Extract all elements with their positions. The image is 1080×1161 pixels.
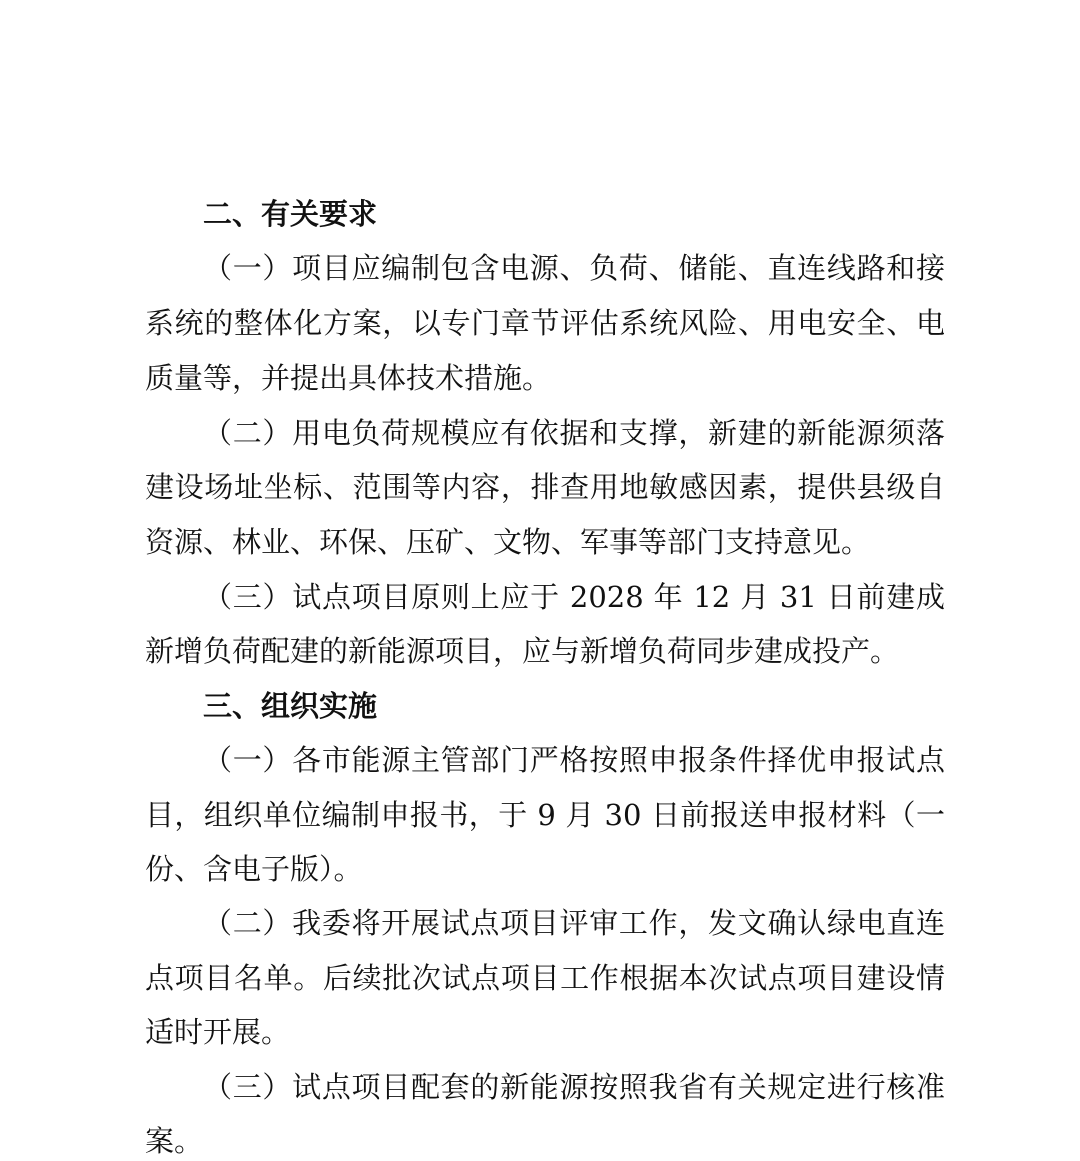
paragraph-line: （二）我委将开展试点项目评审工作，发文确认绿电直连 xyxy=(203,906,945,940)
paragraph-line: 目，组织单位编制申报书，于 9 月 30 日前报送申报材料（一 xyxy=(145,798,945,832)
paragraph-line: （三）试点项目配套的新能源按照我省有关规定进行核准 xyxy=(203,1070,945,1104)
paragraph-line: （一）项目应编制包含电源、负荷、储能、直连线路和接 xyxy=(203,251,945,285)
paragraph-line: 系统的整体化方案，以专门章节评估系统风险、用电安全、电 xyxy=(145,306,945,340)
paragraph-line: 点项目名单。后续批次试点项目工作根据本次试点项目建设情 xyxy=(145,961,945,995)
paragraph-line: 建设场址坐标、范围等内容，排查用地敏感因素，提供县级自 xyxy=(145,470,945,504)
paragraph-line: 适时开展。 xyxy=(145,1015,291,1049)
paragraph-line: 案。 xyxy=(145,1124,204,1158)
paragraph-line: 质量等，并提出具体技术措施。 xyxy=(145,361,552,395)
paragraph-line: （三）试点项目原则上应于 2028 年 12 月 31 日前建成 xyxy=(203,580,945,614)
section-heading-implementation: 三、组织实施 xyxy=(203,689,378,723)
paragraph-line: 份、含电子版）。 xyxy=(145,852,363,886)
paragraph-line: 新增负荷配建的新能源项目，应与新增负荷同步建成投产。 xyxy=(145,634,900,668)
paragraph-line: （二）用电负荷规模应有依据和支撑，新建的新能源须落 xyxy=(203,416,945,450)
paragraph-line: 资源、林业、环保、压矿、文物、军事等部门支持意见。 xyxy=(145,525,871,559)
section-heading-requirements: 二、有关要求 xyxy=(203,197,378,231)
paragraph-line: （一）各市能源主管部门严格按照申报条件择优申报试点 xyxy=(203,743,945,777)
